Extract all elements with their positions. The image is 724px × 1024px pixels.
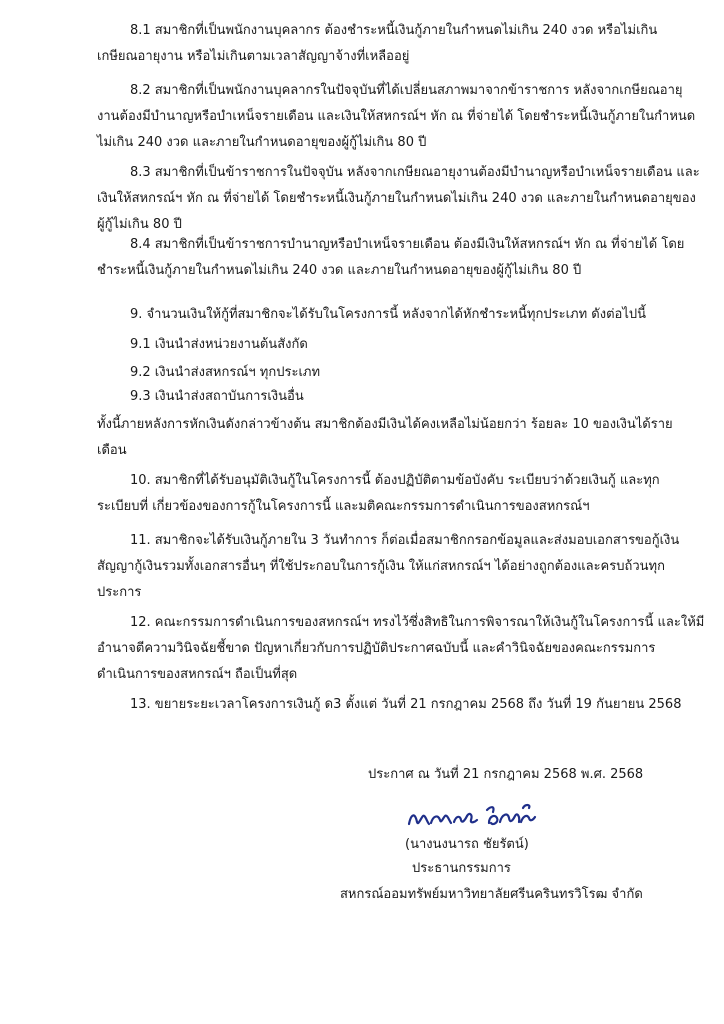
clause-line: เดือน (97, 443, 127, 458)
clause-8-4 (97, 232, 685, 284)
clause-line: 8.3 สมาชิกที่เป็นข้าราชการในปัจจุบัน หลังจากเกษียณอายุงานต้องมีบำนาญหรือบำเหน็จรายเดือน และ (130, 165, 700, 180)
clause-line: 10. สมาชิกที่ได้รับอนุมัติเงินกู้ในโครงการนี้ ต้องปฏิบัติตามข้อบังคับ ระเบียบว่าด้วยเงินกู้ และทุก (130, 473, 660, 488)
clause-line: ทั้งนี้ภายหลังการหักเงินดังกล่าวข้างต้น สมาชิกต้องมีเงินได้คงเหลือไม่น้อยกว่า ร้อยละ 10 ของเงินได้ราย (97, 417, 673, 432)
clause-line: สัญญากู้เงินรวมทั้งเอกสารอื่นๆ ที่ใช้ประกอบในการกู้เงิน ให้แก่สหกรณ์ฯ ได้อย่างถูกต้องและครบถ้วนทุก (97, 559, 665, 574)
clause-9-1 (97, 332, 657, 358)
clause-9-2 (97, 360, 657, 386)
clause-line: 8.1 สมาชิกที่เป็นพนักงานบุคลากร ต้องชำระหนี้เงินกู้ภายในกำหนดไม่เกิน 240 งวด หรือไม่เกิน (130, 23, 658, 38)
clause-line: ประการ (97, 585, 142, 600)
clause-line: 9.1 เงินนำส่งหน่วยงานต้นสังกัด (130, 337, 308, 352)
announcement-date: ประกาศ ณ วันที่ 21 กรกฎาคม 2568 พ.ศ. 2568 (368, 767, 644, 782)
clause-line: 8.2 สมาชิกที่เป็นพนักงานบุคลากรในปัจจุบันที่ได้เปลี่ยนสภาพมาจากข้าราชการ หลังจากเกษียณอายุ (130, 83, 683, 98)
clause-line: 9.2 เงินนำส่งสหกรณ์ฯ ทุกประเภท (130, 365, 321, 380)
clause-line: งานต้องมีบำนาญหรือบำเหน็จรายเดือน และเงินให้สหกรณ์ฯ หัก ณ ที่จ่ายได้ โดยชำระหนี้เงินกู้ภายในกำหนด (97, 109, 696, 124)
clause-9-3 (97, 384, 657, 410)
clause-12 (97, 610, 705, 688)
clause-line: 12. คณะกรรมการดำเนินการของสหกรณ์ฯ ทรงไว้ซึ่งสิทธิในการพิจารณาให้เงินกู้ในโครงการนี้ และให้มี (130, 615, 705, 630)
clause-line: 9. จำนวนเงินให้กู้ที่สมาชิกจะได้รับในโครงการนี้ หลังจากได้หักชำระหนี้ทุกประเภท ดังต่อไปนี้ (130, 307, 647, 322)
clause-13 (97, 692, 682, 718)
clause-line: ระเบียบที่ เกี่ยวข้องของการกู้ในโครงการนี้ และมติคณะกรรมการดำเนินการของสหกรณ์ฯ (97, 499, 590, 514)
clause-line: 11. สมาชิกจะได้รับเงินกู้ภายใน 3 วันทำการ ก็ต่อเมื่อสมาชิกกรอกข้อมูลและส่งมอบเอกสารขอกู้เงิน (130, 533, 680, 548)
clause-line: เงินให้สหกรณ์ฯ หัก ณ ที่จ่ายได้ โดยชำระหนี้เงินกู้ภายในกำหนดไม่เกิน 240 งวด และภายในกำหนดอายุของ (97, 191, 696, 206)
clause-line: 13. ขยายระยะเวลาโครงการเงินกู้ ด3 ตั้งแต่ วันที่ 21 กรกฎาคม 2568 ถึง วันที่ 19 กันยายน 2568 (130, 697, 682, 712)
clause-8-2 (97, 78, 696, 156)
signer-title: ประธานกรรมการ (412, 861, 511, 876)
clause-line: ผู้กู้ไม่เกิน 80 ปี (97, 217, 182, 232)
clause-10 (97, 468, 660, 520)
clause-line: ไม่เกิน 240 งวด และภายในกำหนดอายุของผู้กู้ไม่เกิน 80 ปี (97, 135, 427, 150)
clause-line: ดำเนินการของสหกรณ์ฯ ถือเป็นที่สุด (97, 667, 298, 682)
clause-11 (97, 528, 680, 606)
clause-line: อำนาจตีความวินิจฉัยชี้ขาด ปัญหาเกี่ยวกับการปฏิบัติประกาศฉบับนี้ และคำวินิจฉัยของคณะกรรมการ (97, 641, 656, 656)
signer-name: (นางนงนารถ ชัยรัตน์) (405, 837, 529, 852)
clause-9 (97, 302, 657, 328)
clause-8-3 (97, 160, 700, 238)
clause-line: เกษียณอายุงาน หรือไม่เกินตามเวลาสัญญาจ้างที่เหลืออยู่ (97, 49, 410, 64)
clause-line: 9.3 เงินนำส่งสถาบันการเงินอื่น (130, 389, 304, 404)
clause-line: ชำระหนี้เงินกู้ภายในกำหนดไม่เกิน 240 งวด และภายในกำหนดอายุของผู้กู้ไม่เกิน 80 ปี (97, 263, 582, 278)
clause-8-1 (97, 18, 657, 70)
clause-line: 8.4 สมาชิกที่เป็นข้าราชการบำนาญหรือบำเหน็จรายเดือน ต้องมีเงินให้สหกรณ์ฯ หัก ณ ที่จ่ายได้ โดย (130, 237, 685, 252)
organization-name: สหกรณ์ออมทรัพย์มหาวิทยาลัยศรีนครินทรวิโรฒ จำกัด (340, 887, 643, 902)
deduction-note (97, 412, 673, 464)
handwritten-signature (405, 796, 545, 836)
